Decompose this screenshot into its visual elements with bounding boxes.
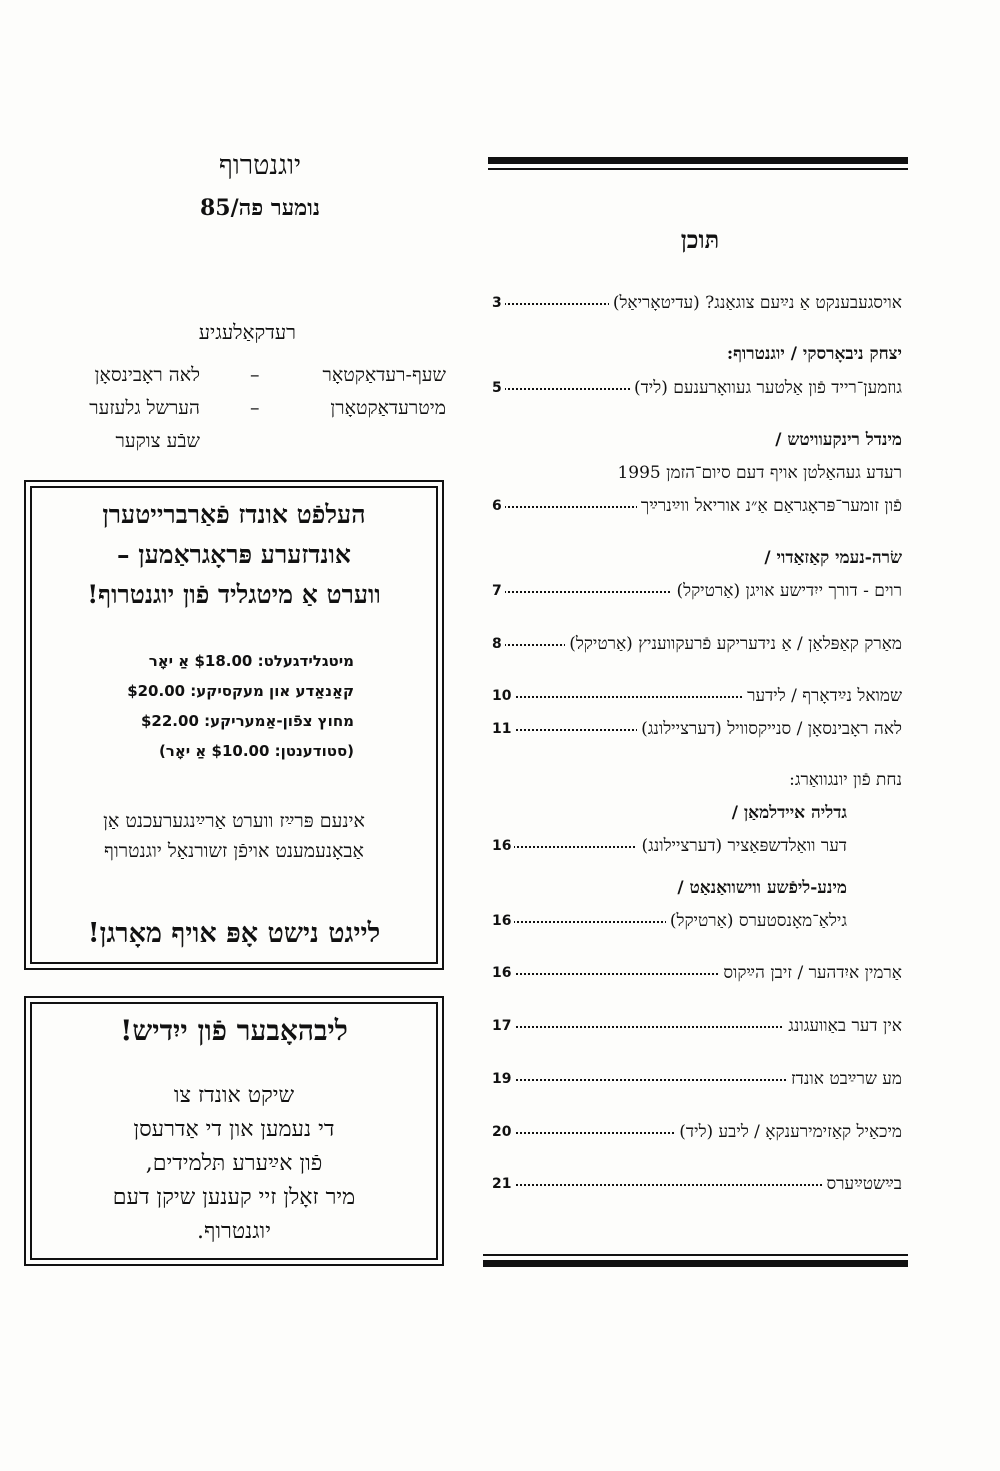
lovers-box (24, 996, 444, 1266)
toc-title: תּוכן (680, 225, 720, 254)
toc-entry-page: 11 (492, 714, 514, 744)
toc-entry-text: אויסגעבענקט אַ נײַעם צוגאַנג? (עדיטאָריאַל) (609, 288, 902, 318)
lovers-body-line: פֿון אײַערע תּלמידים, (145, 1151, 323, 1176)
editorial-name: לאה ראָבינסאָן (94, 364, 200, 386)
membership-box (24, 480, 444, 970)
toc-entry-text: שמואל נײַדאָרף / לידער (743, 681, 902, 711)
membership-price: מיטגלידגעלט: $18.00 אַ יאָר (148, 652, 354, 670)
toc-entry-page: 10 (492, 681, 514, 711)
toc-entry[interactable] (492, 714, 902, 744)
toc-entry[interactable] (492, 1011, 902, 1041)
membership-note: אינעם פּרײַז ווערט אַרײַנגערעכנט אַן (103, 810, 365, 832)
membership-headline: אונדזערע פּראָגראַמען – (117, 540, 351, 569)
membership-slogan: לייגט נישט אָפּ אויף מאָרגן! (87, 918, 381, 949)
toc-entry-page: 16 (492, 906, 514, 936)
toc-entry-page: 3 (492, 288, 505, 318)
toc-entry[interactable] (492, 906, 847, 936)
editorial-dash: – (250, 397, 260, 419)
toc-entry-heading (492, 543, 902, 573)
toc-entry-text: מע שרײַבט אונדז (787, 1064, 902, 1094)
toc-entry-text: גוזמען־רייד פֿון אַלטער געוואָרענעם (ליד) (630, 373, 902, 403)
membership-price: קאַנאַדע און מעקסיקע: $20.00 (127, 682, 354, 700)
toc-entry-heading-text: יצחק ניבאָרסקי / יוגנטרוף: (726, 344, 902, 364)
toc-entry[interactable] (492, 958, 902, 988)
toc-entry-page: 7 (492, 576, 505, 606)
toc-entry-page: 21 (492, 1169, 514, 1199)
magazine-name: יוגנטרוף (218, 150, 302, 181)
toc-entry-heading (492, 873, 847, 903)
toc-entry-heading (492, 425, 902, 455)
toc-entry-text: מיכאַיל קאַזימירענקאָ / ליבע (ליד) (675, 1117, 902, 1147)
toc-entry-page: 20 (492, 1117, 514, 1147)
toc-entry-text: פֿון זומער־פּראָגראַם אַ״נ אוריאל ווײַנרײַך (637, 491, 902, 521)
toc-entry-page: 19 (492, 1064, 514, 1094)
editorial-heading: רעדקאַלעגיע (198, 320, 296, 344)
toc-entry[interactable] (492, 288, 902, 318)
toc-entry-heading-text: שׂרה-נעמי קאַזאַדוי / (764, 548, 902, 568)
toc-top-rule-thin (488, 168, 908, 170)
toc-entry-page: 5 (492, 373, 505, 403)
lovers-body-line: שיקט אונדז צו (173, 1083, 295, 1108)
toc-entry-page: 16 (492, 958, 514, 988)
membership-headline: ווערט אַ מיטגליד פֿון יוגנטרוף! (87, 580, 381, 609)
toc-entry[interactable] (492, 1064, 902, 1094)
membership-price: מחוץ צפֿון-אַמעריקע: $22.00 (141, 712, 354, 730)
editorial-name: הערשל גלעזער (89, 397, 200, 419)
lovers-headline: ליבהאָבער פֿון ייִדיש! (120, 1014, 348, 1047)
toc-entry-heading (492, 798, 847, 828)
editorial-role: שעף-רעדאַקטאָר (322, 364, 446, 386)
toc-entry-text: גילאַ־מאָנסטערס (אַרטיקל) (666, 906, 847, 936)
toc-entry-page: 16 (492, 831, 514, 861)
toc-top-rule (488, 157, 908, 164)
toc-entry-text: בײַשטײַערס (822, 1169, 902, 1199)
toc-entry[interactable] (492, 831, 847, 861)
toc-entry[interactable] (492, 1169, 902, 1199)
toc-entry-page: 6 (492, 491, 505, 521)
toc-entry-heading-text: מינדל רינקעוויטש / (775, 430, 902, 450)
membership-note: אַבאָנעמענט אויפֿן זשורנאַל יוגנטרוף (104, 840, 364, 862)
toc-entry-page: 8 (492, 629, 505, 659)
editorial-dash: – (250, 364, 260, 386)
toc-entry-heading (492, 339, 902, 369)
toc-entry-heading (492, 765, 902, 795)
toc-entry-text: לאה ראָבינסאָן / סנייקסוויל (דערציילונג) (637, 714, 902, 744)
toc-entry-heading-text: נחת פֿון יונגוואַרג: (789, 770, 902, 790)
toc-entry-text: מאַרק קאַפּלאַן / אַ נידעריקע פֿרעקוועניץ (אַרטיקל) (565, 629, 902, 659)
membership-price: (סטודענטן: $10.00 אַ יאָר) (158, 742, 354, 760)
toc-entry[interactable] (492, 576, 902, 606)
toc-entry[interactable] (492, 491, 902, 521)
membership-headline: העלפֿט אונדז פֿאַרברייטערן (102, 500, 366, 529)
toc-bottom-rule-thin (483, 1254, 908, 1256)
toc-entry-heading-text: מינע-ליפֿשע ווישוואַנאַט / (677, 878, 847, 898)
toc-entry[interactable] (492, 373, 902, 403)
toc-entry[interactable] (492, 681, 902, 711)
toc-entry-text: אין דער באַוועגונג (784, 1011, 902, 1041)
toc-bottom-rule (483, 1260, 908, 1267)
toc-entry-text: רוים - דורך ייִדישע אויגן (אַרטיקל) (672, 576, 902, 606)
toc-entry-heading (492, 458, 902, 488)
lovers-body-line: די נעמען און די אַדרעסן (133, 1117, 335, 1142)
toc-entry[interactable] (492, 629, 902, 659)
toc-entry-heading-text: גדליה איידלמאַן / (731, 803, 847, 823)
editorial-role: מיטרעדאַקטאָרן (330, 397, 446, 419)
editorial-name: שבֿע צוקער (115, 430, 200, 452)
issue-number: נומער פה/85 (199, 195, 321, 221)
lovers-body-line: יוגנטרוף. (197, 1219, 271, 1244)
toc-entry-text: דער וואַלדשפּאַציר (דערציילונג) (637, 831, 847, 861)
lovers-body-line: מיר זאָלן זיי קענען שיקן דעם (112, 1185, 356, 1210)
toc-entry-heading-text: רעדע געהאַלטן אויף דעם סיום־הזמן 1995 (617, 463, 902, 483)
toc-entry-page: 17 (492, 1011, 514, 1041)
toc-entry-text: אַרמין איִדהער / זיבן הײַקוס (719, 958, 902, 988)
toc-entry[interactable] (492, 1117, 902, 1147)
